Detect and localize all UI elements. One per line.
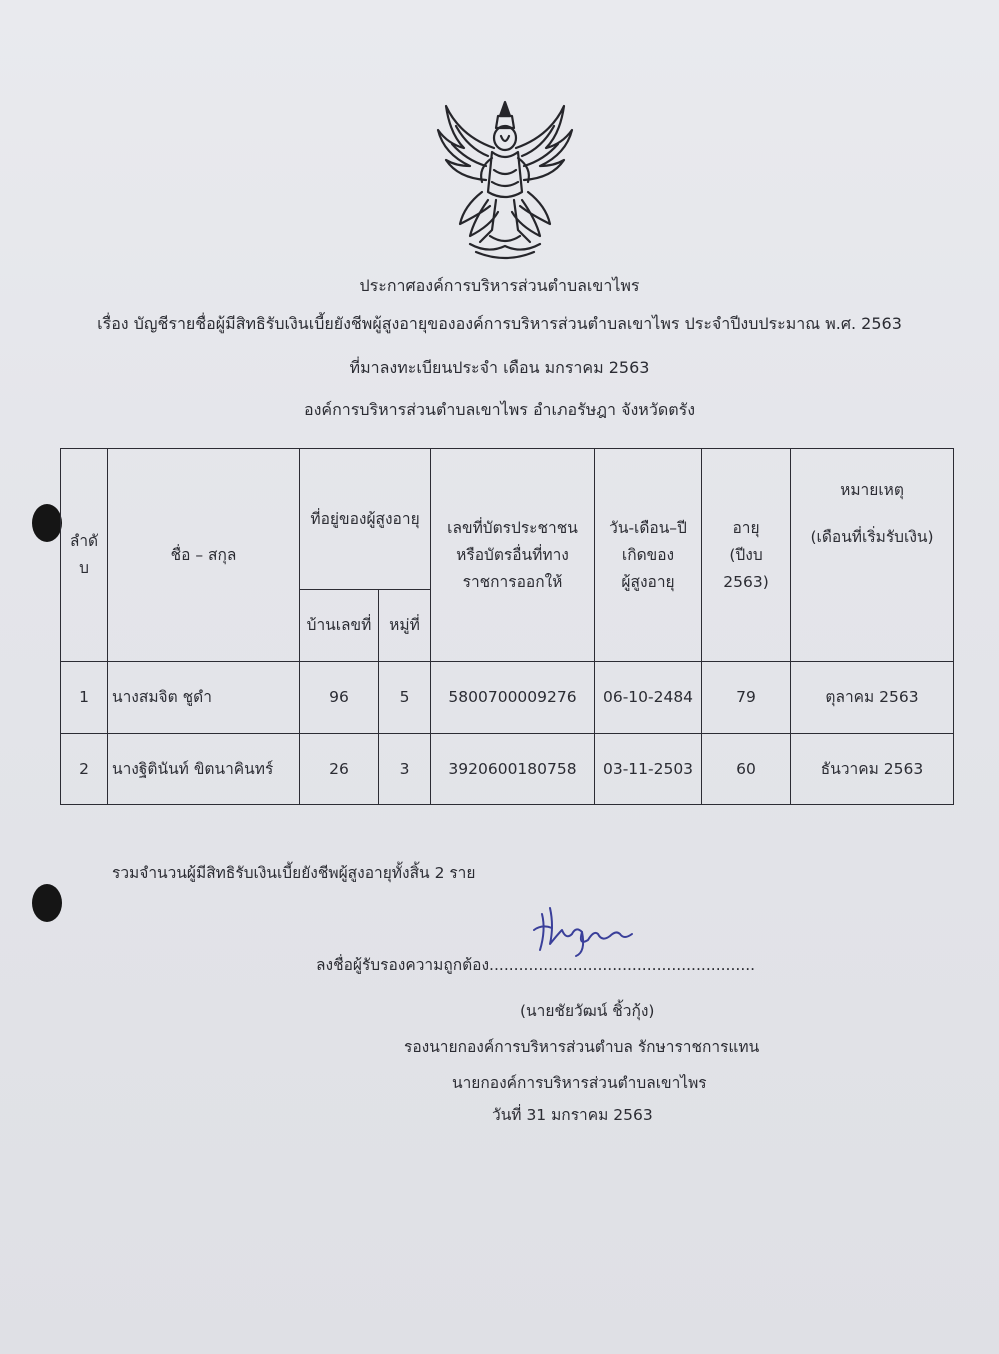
cell-remark: ตุลาคม 2563 <box>791 662 954 734</box>
cell-age: 60 <box>702 734 791 805</box>
cell-seq: 2 <box>61 734 108 805</box>
cell-name: นางสมจิต ชูดำ <box>108 662 300 734</box>
cell-remark: ธันวาคม 2563 <box>791 734 954 805</box>
header-village-no: หมู่ที่ <box>379 590 431 662</box>
registration-line: ที่มาลงทะเบียนประจำ เดือน มกราคม 2563 <box>349 358 650 377</box>
cell-name: นางฐิตินันท์ ขิตนาคินทร์ <box>108 734 300 805</box>
header-house-no: บ้านเลขที่ <box>300 590 379 662</box>
cell-seq: 1 <box>61 662 108 734</box>
cell-village-no: 3 <box>379 734 431 805</box>
handwritten-signature <box>528 900 648 958</box>
signer-position: รองนายกองค์การบริหารส่วนตำบล รักษาราชการแทน <box>404 1038 760 1056</box>
table-row <box>61 734 954 805</box>
cell-house-no: 26 <box>300 734 379 805</box>
table-row <box>61 662 954 734</box>
cell-age: 79 <box>702 662 791 734</box>
subject-line: เรื่อง บัญชีรายชื่อผู้มีสิทธิรับเงินเบี้ยยังชีพผู้สูงอายุขององค์การบริหารส่วนตำบลเขาไพร ประจำปีงบประมาณ พ.ศ. 2563 <box>97 314 902 333</box>
header-seq: ลำดั บ <box>61 449 108 662</box>
total-line: รวมจำนวนผู้มีสิทธิรับเงินเบี้ยยังชีพผู้สูงอายุทั้งสิ้น 2 ราย <box>112 864 476 882</box>
cell-id-number: 5800700009276 <box>431 662 595 734</box>
signer-organization: นายกองค์การบริหารส่วนตำบลเขาไพร <box>452 1074 707 1092</box>
cell-village-no: 5 <box>379 662 431 734</box>
document-date: วันที่ 31 มกราคม 2563 <box>492 1106 653 1124</box>
punch-hole-top <box>32 504 62 542</box>
garuda-emblem <box>430 96 580 264</box>
cell-dob: 03-11-2503 <box>595 734 702 805</box>
organization-line: องค์การบริหารส่วนตำบลเขาไพร อำเภอรัษฎา จังหวัดตรัง <box>303 400 696 419</box>
header-dob: วัน-เดือน–ปี เกิดของ ผู้สูงอายุ <box>595 449 702 662</box>
beneficiary-table <box>60 448 954 805</box>
cell-house-no: 96 <box>300 662 379 734</box>
header-remark: หมายเหตุ (เดือนที่เริ่มรับเงิน) <box>791 449 954 662</box>
header-id-number: เลขที่บัตรประชาชน หรือบัตรอื่นที่ทาง ราชการออกให้ <box>431 449 595 662</box>
header-age: อายุ (ปีงบ 2563) <box>702 449 791 662</box>
announcement-title: ประกาศองค์การบริหารส่วนตำบลเขาไพร <box>359 276 640 295</box>
cell-id-number: 3920600180758 <box>431 734 595 805</box>
punch-hole-bottom <box>32 884 62 922</box>
cell-dob: 06-10-2484 <box>595 662 702 734</box>
header-name: ชื่อ – สกุล <box>108 449 300 662</box>
signature-label: ลงชื่อผู้รับรองความถูกต้อง...................................................... <box>316 956 756 974</box>
signer-name: (นายชัยวัฒน์ ชิ้วกุ้ง) <box>520 1002 655 1020</box>
header-address: ที่อยู่ของผู้สูงอายุ <box>300 449 431 590</box>
